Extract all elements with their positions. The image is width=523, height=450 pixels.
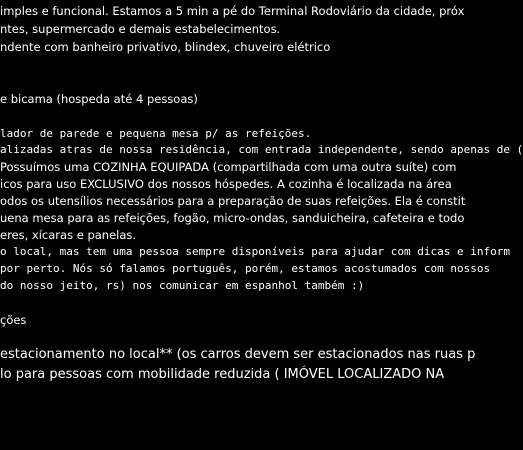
description-line-8: icos para uso EXCLUSIVO dos nossos hóspedes. A cozinha é localizada na área bbox=[0, 177, 452, 191]
description-line-3: ndente com banheiro privativo, blindex, chuveiro elétrico bbox=[0, 40, 331, 54]
description-line-10: uena mesa para as refeições, fogão, micro-ondas, sanduicheira, cafeteira e todo bbox=[0, 211, 465, 225]
description-line-4: e bicama (hospeda até 4 pessoas) bbox=[0, 92, 198, 106]
description-line-1: imples e funcional. Estamos a 5 min a pé do Terminal Rodoviário da cidade, próx bbox=[0, 4, 465, 18]
description-line-12: o local, mas tem uma pessoa sempre disponíveis para ajudar com dicas e inform bbox=[0, 245, 510, 258]
section-heading: ções bbox=[0, 313, 27, 327]
description-line-9: odos os utensílios necessários para a preparação de suas refeições. Ela é constit bbox=[0, 194, 466, 208]
description-line-14: do nosso jeito, rs) nos comunicar em espanhol também :) bbox=[0, 279, 365, 292]
description-line-7: Possuímos uma COZINHA EQUIPADA (compartilhada com uma outra suíte) com bbox=[0, 160, 457, 174]
description-line-5: lador de parede e pequena mesa p/ as refeições. bbox=[0, 127, 312, 140]
description-line-17: lo para pessoas com mobilidade reduzida ( IMÓVEL LOCALIZADO NA bbox=[0, 367, 445, 382]
description-line-6: alizadas atras de nossa residência, com entrada independente, sendo apenas de ( bbox=[0, 143, 523, 156]
description-line-2: ntes, supermercado e demais estabelecimentos. bbox=[0, 22, 281, 36]
description-line-16: estacionamento no local** (os carros devem ser estacionados nas ruas p bbox=[0, 347, 476, 362]
description-line-11: eres, xícaras e panelas. bbox=[0, 228, 137, 242]
description-line-13: por perto. Nós só falamos português, porém, estamos acostumados com nossos bbox=[0, 262, 491, 275]
